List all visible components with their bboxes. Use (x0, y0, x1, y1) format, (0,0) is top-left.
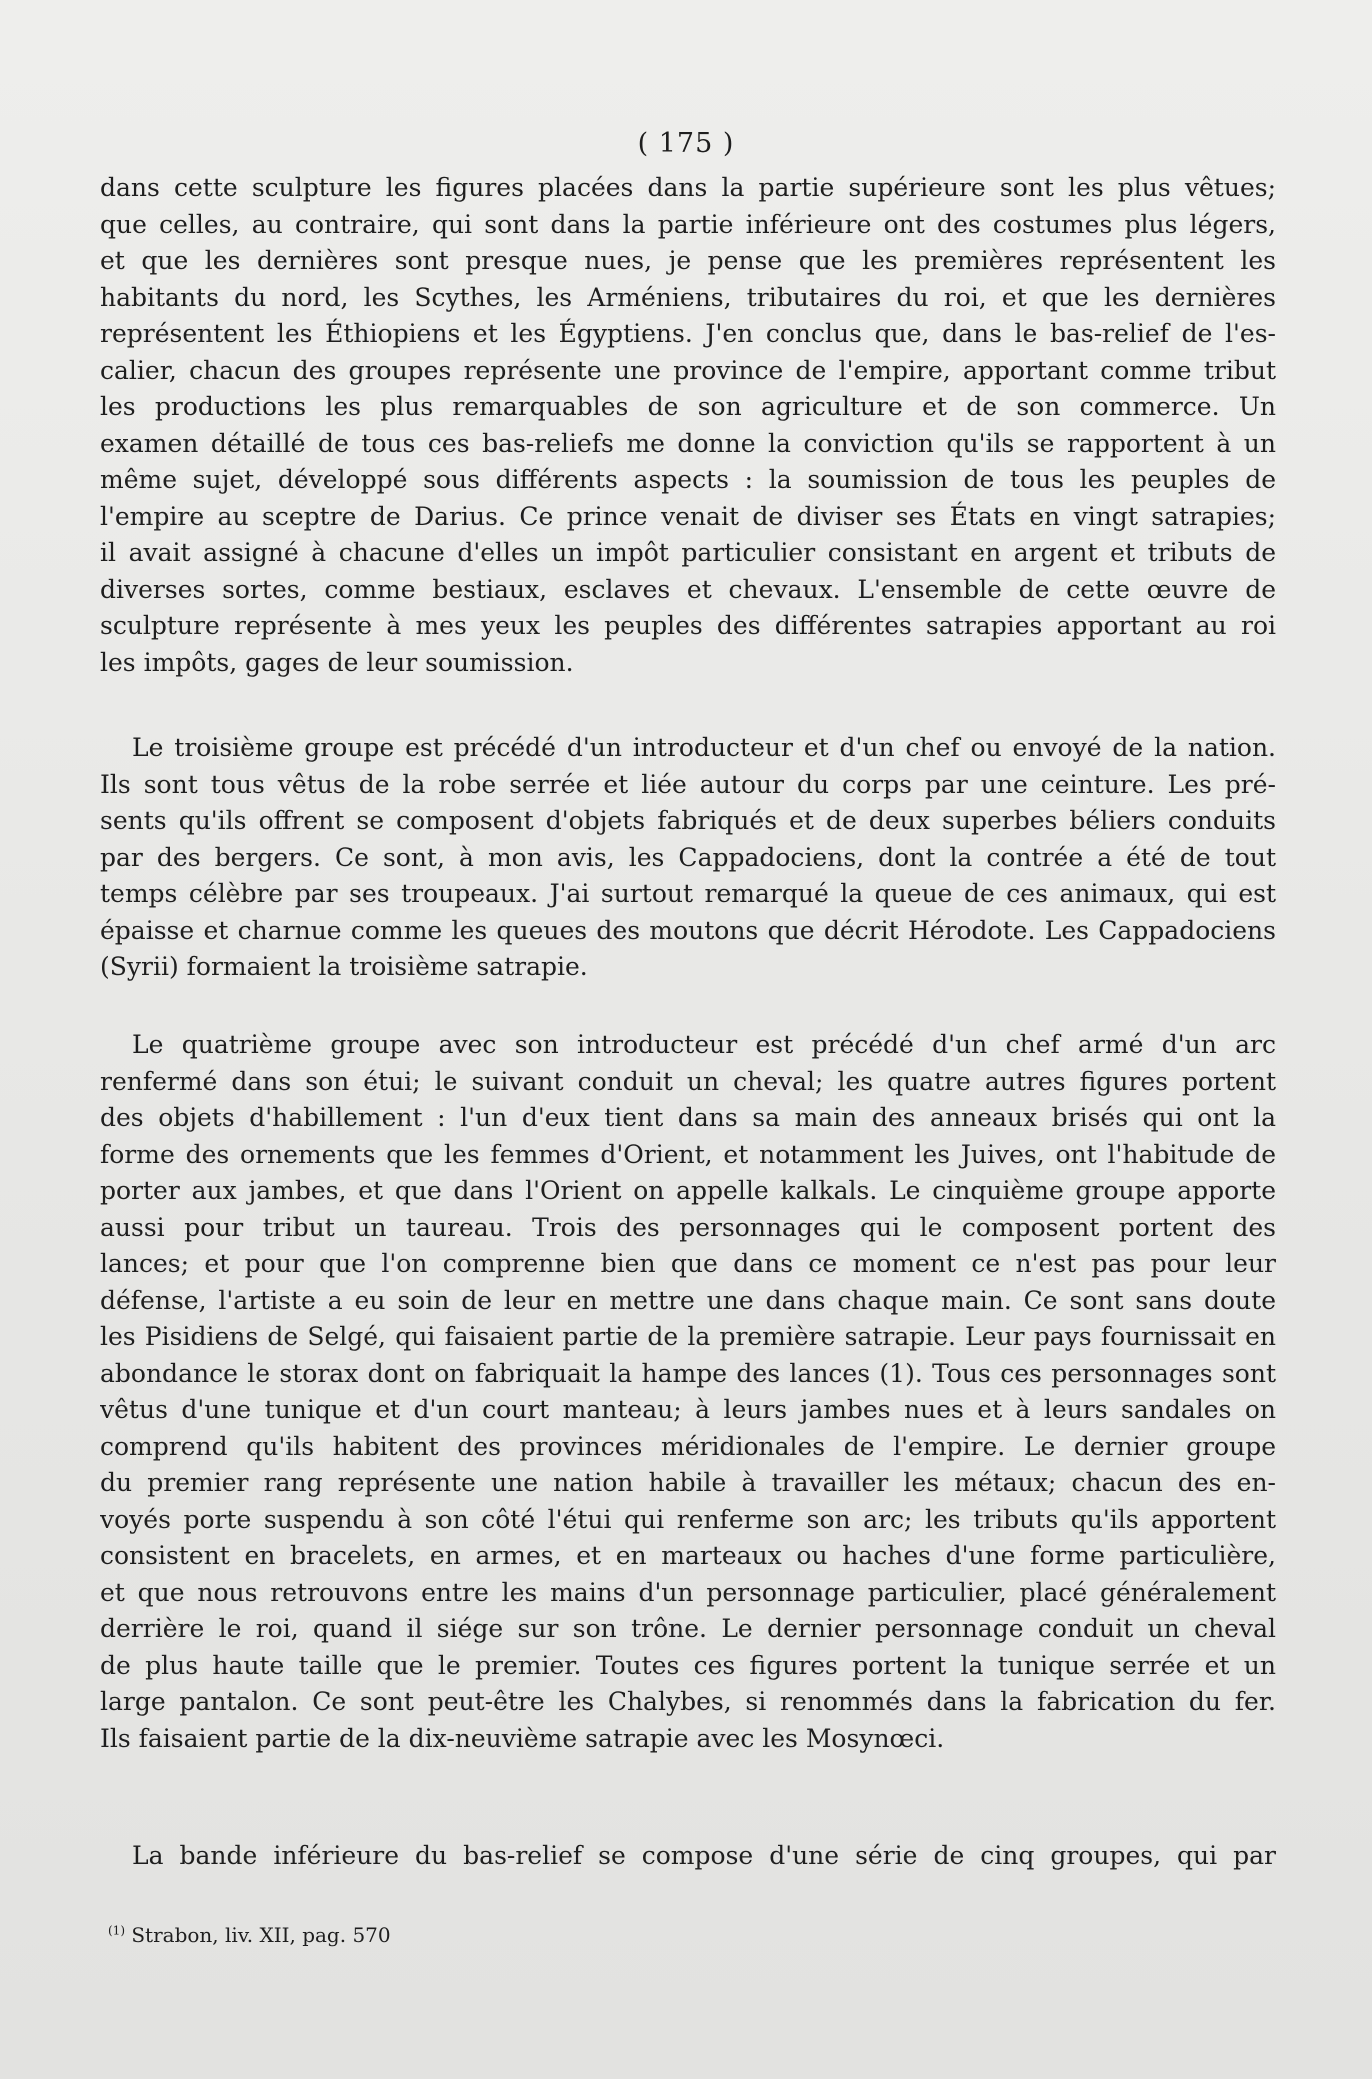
text-line: comprend qu'ils habitent des provinces méridionales de l'empire. Le dernier groupe (100, 1431, 1276, 1461)
text-line: Ils faisaient partie de la dix-neuvième satrapie avec les Mosynœci. (100, 1723, 945, 1753)
text-line: aussi pour tribut un taureau. Trois des personnages qui le composent portent des (100, 1212, 1276, 1242)
text-line: lances; et pour que l'on comprenne bien que dans ce moment ce n'est pas pour leur (100, 1249, 1276, 1278)
text-line: large pantalon. Ce sont peut-être les Chalybes, si renommés dans la fabrication du fer. (100, 1687, 1276, 1716)
text-line: calier, chacun des groupes représente une province de l'empire, apportant comme tribut (100, 355, 1276, 385)
text-line: dans cette sculpture les figures placées dans la partie supérieure sont les plus vêtues; (100, 173, 1276, 202)
text-line: sculpture représente à mes yeux les peuples des différentes satrapies apportant au roi (100, 611, 1276, 640)
text-line: Le troisième groupe est précédé d'un introducteur et d'un chef ou envoyé de la nation. (132, 733, 1276, 762)
text-line: consistent en bracelets, en armes, et en marteaux ou haches d'une forme particulière, (100, 1541, 1276, 1570)
text-line: et que les dernières sont presque nues, je pense que les premières représentent les (100, 246, 1276, 275)
text-line: sents qu'ils offrent se composent d'objets fabriqués et de deux superbes béliers conduits (100, 806, 1276, 835)
text-line: Le quatrième groupe avec son introducteur est précédé d'un chef armé d'un arc (132, 1030, 1276, 1059)
paragraph (100, 1838, 1276, 1875)
text-line: l'empire au sceptre de Darius. Ce prince venait de diviser ses États en vingt satrapies; (100, 501, 1276, 531)
text-line: défense, l'artiste a eu soin de leur en mettre une dans chaque main. Ce sont sans doute (100, 1285, 1276, 1315)
paragraph (100, 730, 1276, 986)
paragraph (100, 170, 1276, 681)
footnote-text: Strabon, liv. XII, pag. 570 (131, 1923, 391, 1947)
text-line: La bande inférieure du bas-relief se compose d'une série de cinq groupes, qui par (132, 1841, 1276, 1870)
text-line: forme des ornements que les femmes d'Orient, et notamment les Juives, ont l'habitude de (100, 1139, 1276, 1169)
paragraph (100, 1027, 1276, 1757)
text-line: diverses sortes, comme bestiaux, esclaves et chevaux. L'ensemble de cette œuvre de (100, 574, 1276, 604)
text-line: représentent les Éthiopiens et les Égyptiens. J'en conclus que, dans le bas-relief de l'es- (100, 319, 1276, 348)
text-line: habitants du nord, les Scythes, les Arméniens, tributaires du roi, et que les dernières (100, 282, 1276, 312)
text-line: que celles, au contraire, qui sont dans la partie inférieure ont des costumes plus légers, (100, 209, 1276, 239)
text-line: par des bergers. Ce sont, à mon avis, les Cappadociens, dont la contrée a été de tout (100, 842, 1276, 872)
footnote-marker: (1) (108, 1923, 125, 1938)
text-line: porter aux jambes, et que dans l'Orient on appelle kalkals. Le cinquième groupe apporte (100, 1176, 1276, 1205)
text-line: des objets d'habillement : l'un d'eux tient dans sa main des anneaux brisés qui ont la (100, 1103, 1276, 1132)
text-line: abondance le storax dont on fabriquait la hampe des lances (1). Tous ces personnages sont (100, 1358, 1276, 1388)
text-line: de plus haute taille que le premier. Toutes ces figures portent la tunique serrée et un (100, 1650, 1276, 1680)
page-number: ( 175 ) (637, 128, 735, 159)
text-line: il avait assigné à chacune d'elles un impôt particulier consistant en argent et tributs de (100, 538, 1276, 567)
text-line: examen détaillé de tous ces bas-reliefs me donne la conviction qu'ils se rapportent à un (100, 428, 1276, 458)
text-line: épaisse et charnue comme les queues des moutons que décrit Hérodote. Les Cappadociens (100, 915, 1276, 945)
text-line: les productions les plus remarquables de son agriculture et de son commerce. Un (100, 392, 1276, 421)
footnote (108, 1923, 391, 1947)
text-line: vêtus d'une tunique et d'un court manteau; à leurs jambes nues et à leurs sandales on (100, 1395, 1276, 1424)
text-line: voyés porte suspendu à son côté l'étui qui renferme son arc; les tributs qu'ils apportent (100, 1504, 1276, 1534)
text-line: derrière le roi, quand il siége sur son trône. Le dernier personnage conduit un cheval (100, 1614, 1276, 1643)
text-line: renfermé dans son étui; le suivant conduit un cheval; les quatre autres figures portent (100, 1066, 1276, 1096)
text-line: (Syrii) formaient la troisième satrapie. (100, 952, 588, 981)
text-line: et que nous retrouvons entre les mains d'un personnage particulier, placé généralement (100, 1577, 1276, 1607)
text-line: du premier rang représente une nation habile à travailler les métaux; chacun des en- (100, 1468, 1276, 1497)
text-line: Ils sont tous vêtus de la robe serrée et liée autour du corps par une ceinture. Les pré- (100, 769, 1276, 799)
text-line: temps célèbre par ses troupeaux. J'ai surtout remarqué la queue de ces animaux, qui est (100, 879, 1276, 908)
text-line: même sujet, développé sous différents aspects : la soumission de tous les peuples de (100, 465, 1276, 494)
text-line: les impôts, gages de leur soumission. (100, 647, 574, 677)
text-line: les Pisidiens de Selgé, qui faisaient partie de la première satrapie. Leur pays fournissait en (100, 1322, 1276, 1351)
